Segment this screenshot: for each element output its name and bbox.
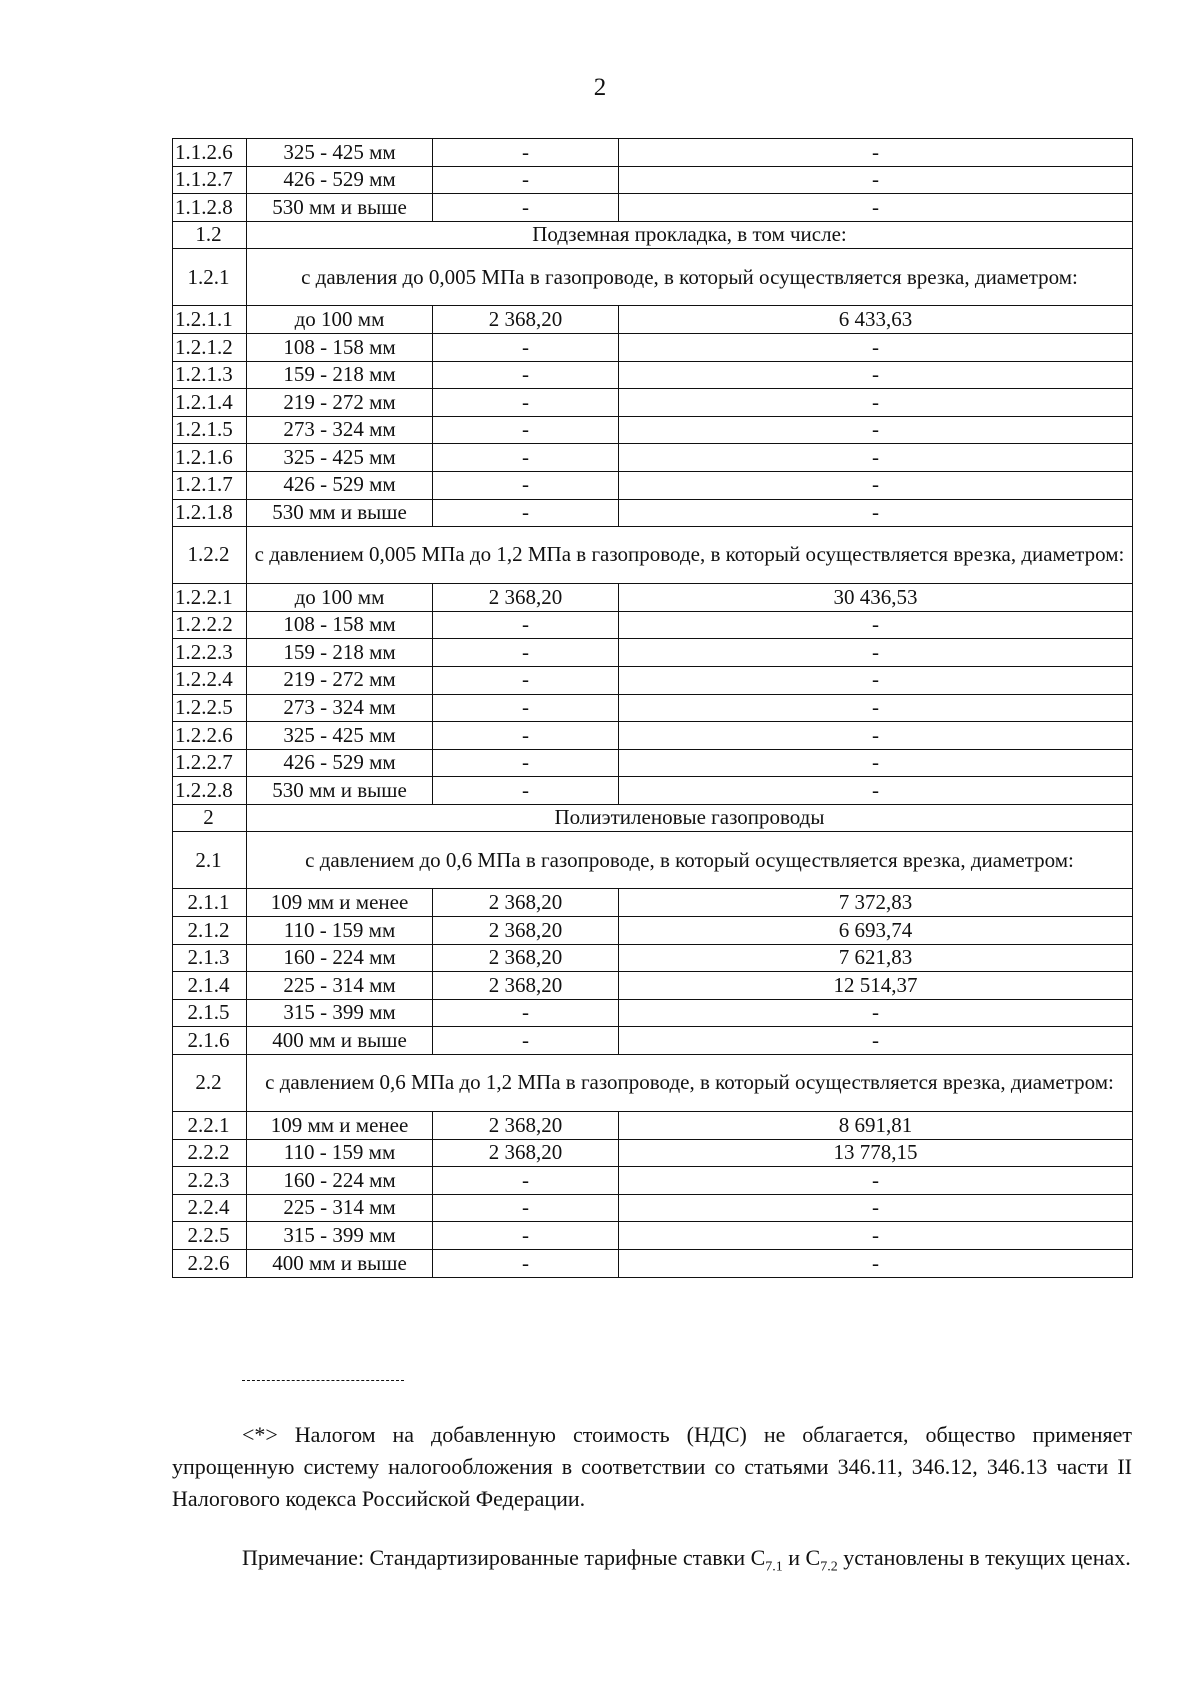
table-row <box>173 694 1133 722</box>
subsection-row <box>173 832 1133 889</box>
row-rate-c72: 13 778,15 <box>619 1139 1133 1167</box>
row-rate-c71: - <box>433 639 619 667</box>
row-diameter: 325 - 425 мм <box>247 444 433 472</box>
table-row <box>173 584 1133 612</box>
row-diameter: 325 - 425 мм <box>247 722 433 750</box>
table-row <box>173 666 1133 694</box>
row-rate-c72: - <box>619 722 1133 750</box>
section-code: 2 <box>173 804 247 832</box>
table-row <box>173 611 1133 639</box>
table-row <box>173 1139 1133 1167</box>
row-code: 1.2.2.8 <box>173 777 247 805</box>
row-diameter: 108 - 158 мм <box>247 333 433 361</box>
row-rate-c71: 2 368,20 <box>433 944 619 972</box>
row-diameter: 315 - 399 мм <box>247 1222 433 1250</box>
row-code: 2.2.1 <box>173 1112 247 1140</box>
row-rate-c72: - <box>619 694 1133 722</box>
row-diameter: 109 мм и менее <box>247 889 433 917</box>
row-code: 1.2.2.4 <box>173 666 247 694</box>
row-diameter: 273 - 324 мм <box>247 416 433 444</box>
row-rate-c71: - <box>433 722 619 750</box>
row-rate-c71: 2 368,20 <box>433 1139 619 1167</box>
row-code: 1.2.1.6 <box>173 444 247 472</box>
table-row <box>173 1222 1133 1250</box>
row-code: 1.2.1.7 <box>173 471 247 499</box>
row-rate-c71: - <box>433 1194 619 1222</box>
row-rate-c72: - <box>619 1194 1133 1222</box>
row-rate-c72: - <box>619 1027 1133 1055</box>
row-rate-c71: - <box>433 749 619 777</box>
row-code: 1.2.2.6 <box>173 722 247 750</box>
row-code: 2.2.5 <box>173 1222 247 1250</box>
row-diameter: 159 - 218 мм <box>247 361 433 389</box>
table-row <box>173 139 1133 167</box>
row-rate-c71: - <box>433 166 619 194</box>
section-title: Подземная прокладка, в том числе: <box>247 221 1133 249</box>
tariff-table <box>172 138 1133 1278</box>
row-rate-c72: - <box>619 166 1133 194</box>
row-rate-c72: - <box>619 666 1133 694</box>
subsection-row <box>173 1055 1133 1112</box>
row-rate-c72: - <box>619 444 1133 472</box>
table-row <box>173 166 1133 194</box>
row-code: 1.2.2.7 <box>173 749 247 777</box>
table-row <box>173 944 1133 972</box>
row-code: 1.2.1.8 <box>173 499 247 527</box>
row-diameter: 225 - 314 мм <box>247 1194 433 1222</box>
table-row <box>173 471 1133 499</box>
note-prefix: Примечание: Стандартизированные тарифные ставки С <box>242 1545 766 1570</box>
row-rate-c71: - <box>433 694 619 722</box>
row-rate-c71: - <box>433 611 619 639</box>
row-code: 1.2.2.5 <box>173 694 247 722</box>
row-rate-c72: 6 693,74 <box>619 917 1133 945</box>
row-rate-c71: 2 368,20 <box>433 1112 619 1140</box>
section-code: 1.2 <box>173 221 247 249</box>
subsection-title: с давлением 0,6 МПа до 1,2 МПа в газопроводе, в который осуществляется врезка, диаметром: <box>247 1055 1133 1112</box>
row-diameter: 325 - 425 мм <box>247 139 433 167</box>
subsection-code: 2.1 <box>173 832 247 889</box>
row-code: 1.1.2.7 <box>173 166 247 194</box>
table-row <box>173 1112 1133 1140</box>
table-row <box>173 333 1133 361</box>
section-row <box>173 221 1133 249</box>
row-rate-c72: - <box>619 749 1133 777</box>
row-rate-c71: 2 368,20 <box>433 306 619 334</box>
row-rate-c72: - <box>619 471 1133 499</box>
subsection-row <box>173 249 1133 306</box>
subsection-row <box>173 527 1133 584</box>
row-code: 1.2.2.2 <box>173 611 247 639</box>
table-row <box>173 639 1133 667</box>
note-suffix: установлены в текущих ценах. <box>837 1545 1131 1570</box>
row-rate-c71: - <box>433 333 619 361</box>
row-rate-c71: 2 368,20 <box>433 584 619 612</box>
row-code: 2.2.4 <box>173 1194 247 1222</box>
table-row <box>173 444 1133 472</box>
table-row <box>173 194 1133 222</box>
tariff-table-body <box>173 139 1133 1278</box>
row-code: 1.2.1.4 <box>173 389 247 417</box>
row-diameter: 530 мм и выше <box>247 194 433 222</box>
row-code: 2.1.1 <box>173 889 247 917</box>
row-rate-c71: 2 368,20 <box>433 917 619 945</box>
row-rate-c72: 6 433,63 <box>619 306 1133 334</box>
subsection-code: 1.2.1 <box>173 249 247 306</box>
row-code: 2.2.6 <box>173 1250 247 1278</box>
row-code: 1.2.1.1 <box>173 306 247 334</box>
row-code: 2.1.5 <box>173 999 247 1027</box>
row-rate-c71: - <box>433 1167 619 1195</box>
row-code: 1.2.1.3 <box>173 361 247 389</box>
row-code: 2.1.6 <box>173 1027 247 1055</box>
table-row <box>173 499 1133 527</box>
row-rate-c71: - <box>433 444 619 472</box>
row-code: 2.1.3 <box>173 944 247 972</box>
row-code: 2.2.2 <box>173 1139 247 1167</box>
subsection-title: с давления до 0,005 МПа в газопроводе, в который осуществляется врезка, диаметром: <box>247 249 1133 306</box>
table-row <box>173 777 1133 805</box>
row-rate-c72: - <box>619 999 1133 1027</box>
row-diameter: 225 - 314 мм <box>247 972 433 1000</box>
row-rate-c72: 7 372,83 <box>619 889 1133 917</box>
row-rate-c71: 2 368,20 <box>433 889 619 917</box>
row-rate-c72: - <box>619 1167 1133 1195</box>
row-rate-c72: - <box>619 194 1133 222</box>
row-rate-c72: - <box>619 389 1133 417</box>
subsection-code: 1.2.2 <box>173 527 247 584</box>
row-rate-c71: - <box>433 471 619 499</box>
table-row <box>173 389 1133 417</box>
row-rate-c71: 2 368,20 <box>433 972 619 1000</box>
row-rate-c71: - <box>433 1027 619 1055</box>
page-number: 2 <box>593 74 607 101</box>
row-rate-c71: - <box>433 999 619 1027</box>
table-row <box>173 1250 1133 1278</box>
section-row <box>173 804 1133 832</box>
row-diameter: 109 мм и менее <box>247 1112 433 1140</box>
row-rate-c71: - <box>433 499 619 527</box>
row-diameter: 400 мм и выше <box>247 1027 433 1055</box>
row-diameter: 273 - 324 мм <box>247 694 433 722</box>
table-row <box>173 1167 1133 1195</box>
row-rate-c72: - <box>619 1250 1133 1278</box>
table-row <box>173 416 1133 444</box>
table-row <box>173 1194 1133 1222</box>
row-diameter: 110 - 159 мм <box>247 917 433 945</box>
row-rate-c71: - <box>433 389 619 417</box>
row-rate-c71: - <box>433 139 619 167</box>
subsection-title: с давлением до 0,6 МПа в газопроводе, в который осуществляется врезка, диаметром: <box>247 832 1133 889</box>
row-rate-c72: - <box>619 611 1133 639</box>
row-rate-c72: - <box>619 416 1133 444</box>
subsection-title: с давлением 0,005 МПа до 1,2 МПа в газопроводе, в который осуществляется врезка, диаметром: <box>247 527 1133 584</box>
table-row <box>173 999 1133 1027</box>
row-rate-c72: 8 691,81 <box>619 1112 1133 1140</box>
row-diameter: 400 мм и выше <box>247 1250 433 1278</box>
row-rate-c72: - <box>619 1222 1133 1250</box>
row-rate-c71: - <box>433 1222 619 1250</box>
row-diameter: 426 - 529 мм <box>247 749 433 777</box>
table-row <box>173 749 1133 777</box>
table-row <box>173 306 1133 334</box>
row-diameter: 160 - 224 мм <box>247 944 433 972</box>
note-subscript-1: 7.1 <box>765 1559 783 1575</box>
row-diameter: 219 - 272 мм <box>247 666 433 694</box>
row-rate-c72: - <box>619 139 1133 167</box>
row-code: 1.1.2.6 <box>173 139 247 167</box>
row-rate-c72: - <box>619 361 1133 389</box>
row-rate-c72: 30 436,53 <box>619 584 1133 612</box>
table-row <box>173 722 1133 750</box>
row-rate-c72: - <box>619 777 1133 805</box>
table-row <box>173 972 1133 1000</box>
row-rate-c72: 7 621,83 <box>619 944 1133 972</box>
subsection-code: 2.2 <box>173 1055 247 1112</box>
row-rate-c72: - <box>619 639 1133 667</box>
row-rate-c71: - <box>433 361 619 389</box>
note-middle: и С <box>782 1545 821 1570</box>
footnote-separator <box>242 1380 404 1381</box>
row-rate-c71: - <box>433 777 619 805</box>
row-diameter: 426 - 529 мм <box>247 471 433 499</box>
row-diameter: 159 - 218 мм <box>247 639 433 667</box>
row-rate-c72: - <box>619 499 1133 527</box>
row-code: 2.2.3 <box>173 1167 247 1195</box>
row-code: 1.2.1.5 <box>173 416 247 444</box>
row-code: 1.1.2.8 <box>173 194 247 222</box>
row-diameter: 110 - 159 мм <box>247 1139 433 1167</box>
row-diameter: 160 - 224 мм <box>247 1167 433 1195</box>
row-code: 2.1.4 <box>173 972 247 1000</box>
footnote: <*> Налогом на добавленную стоимость (НДС) не облагается, общество применяет упрощенную систему налогообложения в соответствии со статьями 346.11, 346.12, 346.13 части II Налогового кодекса Российской Федерации. <box>172 1422 1132 1511</box>
row-rate-c72: 12 514,37 <box>619 972 1133 1000</box>
row-code: 1.2.2.3 <box>173 639 247 667</box>
row-rate-c72: - <box>619 333 1133 361</box>
row-rate-c71: - <box>433 1250 619 1278</box>
row-diameter: до 100 мм <box>247 584 433 612</box>
row-rate-c71: - <box>433 194 619 222</box>
row-rate-c71: - <box>433 416 619 444</box>
row-diameter: 108 - 158 мм <box>247 611 433 639</box>
row-code: 2.1.2 <box>173 917 247 945</box>
section-title: Полиэтиленовые газопроводы <box>247 804 1133 832</box>
row-diameter: 530 мм и выше <box>247 777 433 805</box>
note <box>172 1542 1132 1578</box>
row-diameter: 426 - 529 мм <box>247 166 433 194</box>
row-diameter: до 100 мм <box>247 306 433 334</box>
table-row <box>173 361 1133 389</box>
row-code: 1.2.1.2 <box>173 333 247 361</box>
table-row <box>173 917 1133 945</box>
row-diameter: 530 мм и выше <box>247 499 433 527</box>
row-diameter: 315 - 399 мм <box>247 999 433 1027</box>
row-rate-c71: - <box>433 666 619 694</box>
table-row <box>173 889 1133 917</box>
row-code: 1.2.2.1 <box>173 584 247 612</box>
table-row <box>173 1027 1133 1055</box>
note-subscript-2: 7.2 <box>820 1559 838 1575</box>
row-diameter: 219 - 272 мм <box>247 389 433 417</box>
